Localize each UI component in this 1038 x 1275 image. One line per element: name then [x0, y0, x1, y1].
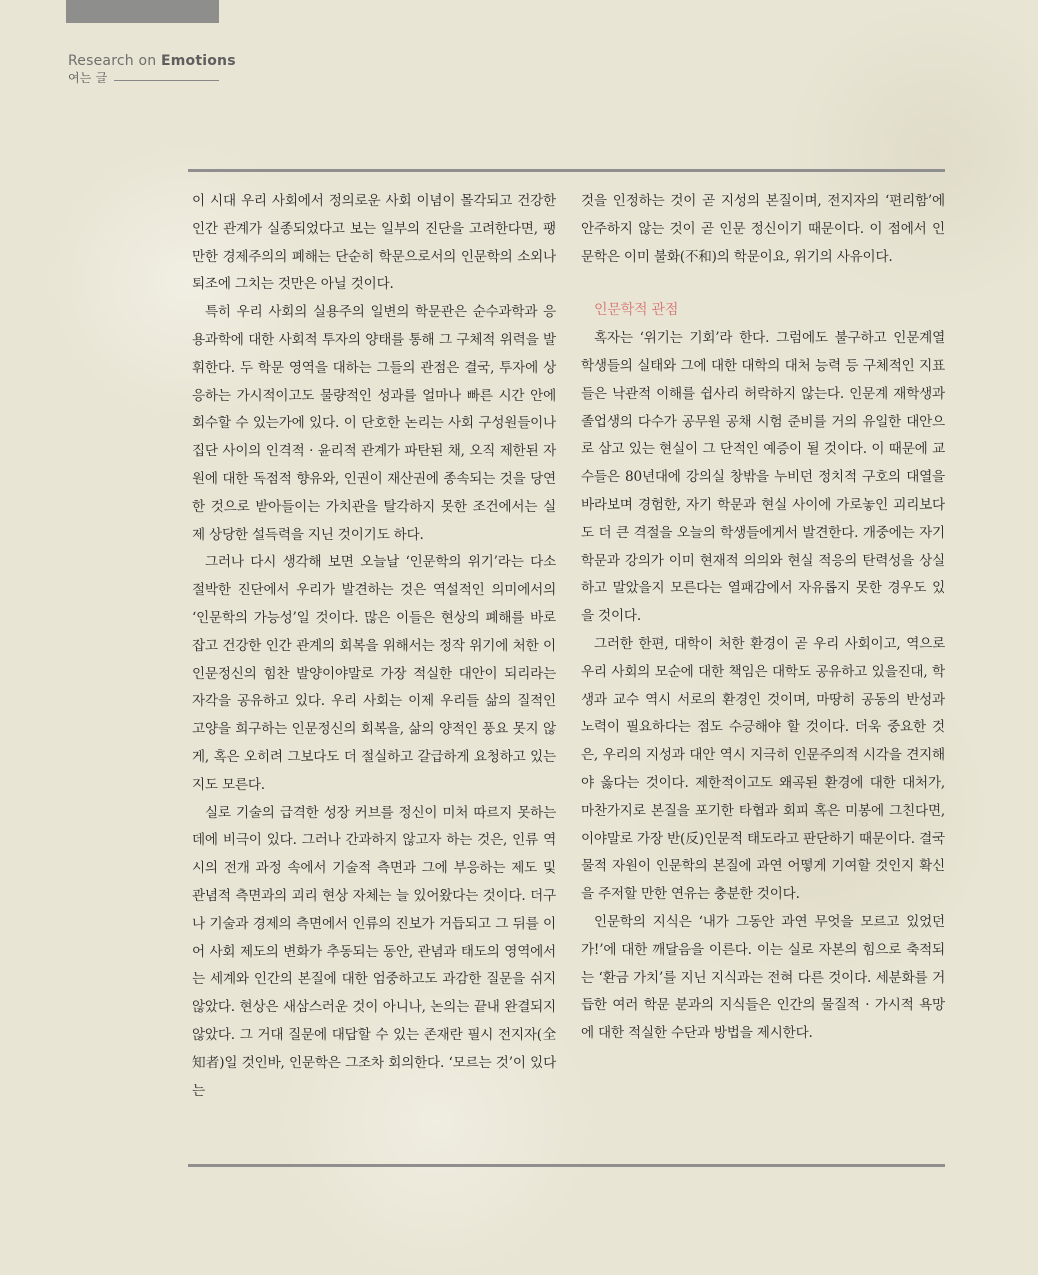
paragraph: 특히 우리 사회의 실용주의 일변의 학문관은 순수과학과 응용과학에 대한 사회적 투자의 양태를 통해 그 구체적 위력을 발휘한다. 두 학문 영역을 대하는 그들의 관점은 결국, 투자에 상응하는 가시적이고도 물량적인 성과를 얼마나 빠른 시간 안에 회수할 수 있는가에 있다. 이 단호한 논리는 사회 구성원들이나 집단 사이의 인격적 · 윤리적 관계가 파탄된 채, 오직 제한된 자원에 대한 독점적 향유와, 인권이 재산권에 종속되는 것을 당연한 것으로 받아들이는 가치관을 탈각하지 못한 조건에서는 실제 상당한 설득력을 지닌 것이기도 하다.	[192, 304, 556, 543]
subtitle-rule	[114, 80, 219, 81]
article-column-right	[581, 188, 945, 1048]
header-tab	[66, 0, 219, 23]
section-title	[68, 52, 236, 70]
paragraph: 그러한 한편, 대학이 처한 환경이 곧 우리 사회이고, 역으로 우리 사회의 모순에 대한 책임은 대학도 공유하고 있을진대, 학생과 교수 역시 서로의 환경인 것이며, 마땅히 공동의 반성과 노력이 필요하다는 점도 수긍해야 할 것이다. 더욱 중요한 것은, 우리의 지성과 대안 역시 지극히 인문주의적 시각을 견지해야 옳다는 것이다. 제한적이고도 왜곡된 환경에 대한 대처가, 마찬가지로 본질을 포기한 타협과 회피 혹은 미봉에 그친다면, 이야말로 가장 반(反)인문적 태도라고 판단하기 때문이다. 결국 물적 자원이 인문학의 본질에 과연 어떻게 기여할 것인지 확신을 주저할 만한 연유는 충분한 것이다.	[581, 635, 945, 903]
section-title-emphasis: Emotions	[160, 53, 236, 69]
paragraph: 것을 인정하는 것이 곧 지성의 본질이며, 전지자의 ‘편리함’에 안주하지 않는 것이 곧 인문 정신이기 때문이다. 이 점에서 인문학은 이미 불화(不和)의 학문이요, 위기의 사유이다.	[581, 193, 945, 265]
paragraph: 그러나 다시 생각해 보면 오늘날 ‘인문학의 위기’라는 다소 절박한 진단에서 우리가 발견하는 것은 역설적인 의미에서의 ‘인문학의 가능성’일 것이다. 많은 이들은 현상의 폐해를 바로잡고 건강한 인간 관계의 회복을 위해서는 정작 위기에 처한 이 인문정신의 힘찬 발양이야말로 가장 적실한 대안이 되리라는 자각을 공유하고 있다. 우리 사회는 이제 우리들 삶의 질적인 고양을 희구하는 인문정신의 회복을, 삶의 양적인 풍요 못지 않게, 혹은 오히려 그보다도 더 절실하고 갈급하게 요청하고 있는지도 모른다.	[192, 554, 556, 793]
section-spacer	[581, 271, 945, 297]
paragraph: 이 시대 우리 사회에서 정의로운 사회 이념이 몰각되고 건강한 인간 관계가 실종되었다고 보는 일부의 진단을 고려한다면, 팽만한 경제주의의 폐해는 단순히 학문으로서의 인문학의 소외나 퇴조에 그치는 것만은 아닐 것이다.	[192, 193, 556, 293]
section-subtitle: 여는 글	[68, 71, 108, 85]
article-body	[188, 169, 945, 1167]
paragraph: 실로 기술의 급격한 성장 커브를 정신이 미처 따르지 못하는 데에 비극이 있다. 그러나 간과하지 않고자 하는 것은, 인류 역시의 전개 과정 속에서 기술적 측면과 그에 부응하는 제도 및 관념적 측면과의 괴리 현상 자체는 늘 있어왔다는 것이다. 더구나 기술과 경제의 측면에서 인류의 진보가 거듭되고 그 뒤를 이어 사회 제도의 변화가 추동되는 동안, 관념과 태도의 영역에서는 세계와 인간의 본질에 대한 엄중하고도 과감한 질문을 쉬지 않았다. 현상은 새삼스러운 것이 아니나, 논의는 끝내 완결되지 않았다. 그 거대 질문에 대답할 수 있는 존재란 필시 전지자(全知者)일 것인바, 인문학은 그조차 회의한다. ‘모르는 것’이 있다는	[192, 804, 556, 1099]
section-label	[68, 52, 236, 85]
section-heading: 인문학적 관점	[594, 302, 679, 319]
section-title-prefix: Research on	[68, 53, 157, 69]
section-subtitle-row	[68, 71, 219, 85]
paragraph: 혹자는 ‘위기는 기회’라 한다. 그럼에도 불구하고 인문계열 학생들의 실태와 그에 대한 대학의 대처 능력 등 구체적인 지표들은 낙관적 이해를 쉽사리 허락하지 않는다. 인문계 재학생과 졸업생의 다수가 공무원 공채 시험 준비를 거의 유일한 대안으로 삼고 있는 현실이 그 단적인 예증이 될 것이다. 이 때문에 교수들은 80년대에 강의실 창밖을 누비던 정치적 구호의 대열을 바라보며 경험한, 자기 학문과 현실 사이에 가로놓인 괴리보다도 더 큰 격절을 오늘의 학생들에게서 발견한다. 개중에는 자기 학문과 강의가 이미 현재적 의의와 현실 적응의 탄력성을 상실하고 말았을지 모른다는 열패감에서 자유롭지 못한 경우도 있을 것이다.	[581, 330, 945, 625]
paragraph: 인문학의 지식은 ‘내가 그동안 과연 무엇을 모르고 있었던가!’에 대한 깨달음을 이른다. 이는 실로 자본의 힘으로 축적되는 ‘환금 가치’를 지닌 지식과는 전혀 다른 것이다. 세분화를 거듭한 여러 학문 분과의 지식들은 인간의 물질적 · 가시적 욕망에 대한 적실한 수단과 방법을 제시한다.	[581, 913, 945, 1042]
article-column-left	[192, 188, 556, 1105]
